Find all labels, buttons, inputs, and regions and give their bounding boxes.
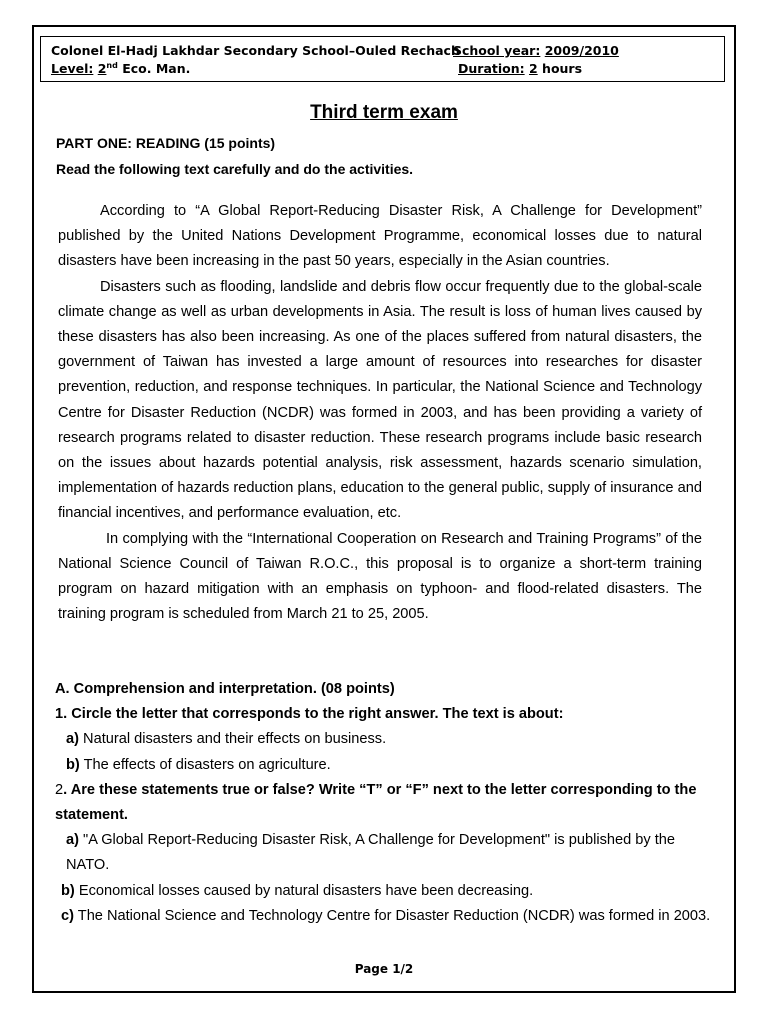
statement-text: The National Science and Technology Centre for Disaster Reduction (NCDR) was formed in 2003. <box>73 907 711 924</box>
level-label: Level: <box>51 61 94 76</box>
statement-text: Economical losses caused by natural disasters have been decreasing. <box>74 882 534 899</box>
q2-statement-c <box>55 904 711 929</box>
q1-option-b <box>55 753 711 778</box>
duration-label: Duration: <box>458 61 525 76</box>
q2-statement-b <box>55 879 711 904</box>
passage-paragraph: Disasters such as flooding, landslide and debris flow occur frequently due to the global-scale climate change as well as urban developments in Asia. The result is loss of human lives caused by these disasters has also been increasing. As one of the places suffered from natural disasters, the government of Taiwan has invested a large amount of resources into researches for disaster prevention, reduction, and response techniques. In particular, the National Science and Technology Centre for Disaster Reduction (NCDR) was formed in 2003, and has been providing a variety of research programs related to disaster reduction. These research programs include basic research on the issues about hazards potential analysis, risk assessment, hazards scenario simulation, implementation of hazards reduction plans, education to the general public, supply of insurance and financial incentives, and performance evaluation, etc. <box>58 278 702 522</box>
duration <box>458 61 582 76</box>
level <box>51 61 190 76</box>
passage-paragraph: In complying with the “International Cooperation on Research and Training Programs” of the National Science Council of Taiwan R.O.C., this proposal is to organize a short-term training program on hazard mitigation with an emphasis on typhoon- and flood-related disasters. The training program is scheduled from March 21 to 25, 2005. <box>58 530 702 623</box>
option-text: The effects of disasters on agriculture. <box>79 756 331 773</box>
option-text: Natural disasters and their effects on business. <box>78 731 387 748</box>
section-a-heading: A. Comprehension and interpretation. (08 points) <box>55 681 395 697</box>
page-title: Third term exam <box>310 102 458 123</box>
option-letter: b) <box>66 756 80 773</box>
page-number: Page 1/2 <box>354 962 414 976</box>
level-number: 2 <box>97 61 107 76</box>
level-value: Eco. Man. <box>122 61 191 76</box>
part-one-heading: PART ONE: READING (15 points) <box>56 135 276 151</box>
reading-passage <box>58 199 702 627</box>
statement-text: "A Global Report-Reducing Disaster Risk, A Challenge for Development" is published by the NATO. <box>66 832 676 874</box>
exam-header <box>40 36 725 82</box>
statement-letter: c) <box>61 907 74 924</box>
question-2-prompt: 2. Are these statements true or false? Write “T” or “F” next to the letter corresponding to the statement. <box>55 781 697 824</box>
level-superscript: nd <box>106 60 118 70</box>
q2-statement-a <box>55 828 711 878</box>
option-letter: a) <box>66 731 79 748</box>
passage-paragraph: According to “A Global Report-Reducing Disaster Risk, A Challenge for Development” published by the United Nations Development Programme, economical losses due to natural disasters have been increasing in the past 50 years, especially in the Asian countries. <box>58 203 702 270</box>
school-year <box>453 43 619 58</box>
questions-section <box>55 677 711 929</box>
q1-option-a <box>55 727 711 752</box>
school-year-label: School year: <box>453 43 541 58</box>
question-2-number: 2 <box>55 781 64 798</box>
statement-letter: a) <box>66 832 79 849</box>
duration-unit: hours <box>542 61 583 76</box>
school-name: Colonel El-Hadj Lakhdar Secondary School–Ouled Rechach <box>51 43 460 58</box>
school-year-value: 2009/2010 <box>544 43 619 58</box>
statement-letter: b) <box>61 882 75 899</box>
duration-number: 2 <box>528 61 538 76</box>
question-1-prompt: 1. Circle the letter that corresponds to the right answer. The text is about: <box>55 706 564 723</box>
reading-instruction: Read the following text carefully and do the activities. <box>56 161 414 177</box>
